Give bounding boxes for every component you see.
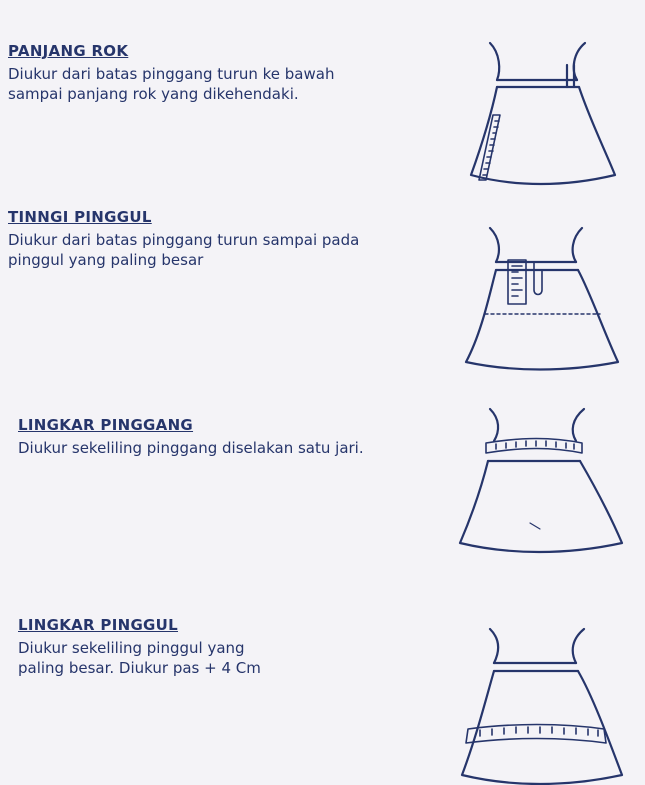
section-lingkar-pinggul — [18, 616, 418, 678]
skirt-length-illustration — [455, 35, 635, 190]
tape-measure — [479, 115, 500, 180]
description-line: sampai panjang rok yang dikehendaki. — [8, 85, 299, 103]
description-line: pinggul yang paling besar — [8, 251, 204, 269]
tape-measure — [486, 439, 582, 454]
section-heading: TINNGI PINGGUL — [8, 208, 152, 226]
fabric-crease — [530, 523, 540, 529]
section-heading: LINGKAR PINGGUL — [18, 616, 179, 634]
tape-measure — [508, 260, 542, 304]
description-line: Diukur sekeliling pinggang diselakan satu jari. — [18, 439, 364, 457]
mannequin-torso-outline — [490, 629, 584, 663]
description-line: Diukur dari batas pinggang turun ke bawah — [8, 65, 335, 83]
description-line: Diukur sekeliling pinggul yang — [18, 639, 245, 657]
hip-circumference-illustration — [452, 625, 632, 785]
section-heading: PANJANG ROK — [8, 42, 129, 60]
skirt-outline — [471, 87, 615, 184]
section-description — [8, 230, 408, 270]
waistband-outline — [494, 663, 578, 671]
description-line: Diukur dari batas pinggang turun sampai pada — [8, 231, 360, 249]
hip-height-illustration — [452, 222, 632, 372]
section-tinggi-pinggul — [8, 208, 408, 270]
section-description — [18, 638, 418, 678]
section-description — [8, 64, 408, 104]
description-line: paling besar. Diukur pas + 4 Cm — [18, 659, 261, 677]
section-description — [18, 438, 418, 458]
tape-measure — [466, 725, 606, 744]
section-panjang-rok — [8, 42, 408, 104]
mannequin-torso-outline — [490, 228, 582, 262]
section-lingkar-pinggang — [18, 416, 418, 458]
section-heading: LINGKAR PINGGANG — [18, 416, 194, 434]
mannequin-torso-outline — [490, 43, 585, 80]
mannequin-torso-outline — [490, 409, 584, 441]
waistband-outline — [497, 65, 579, 87]
skirt-outline — [460, 461, 622, 552]
waist-circumference-illustration — [452, 405, 632, 555]
